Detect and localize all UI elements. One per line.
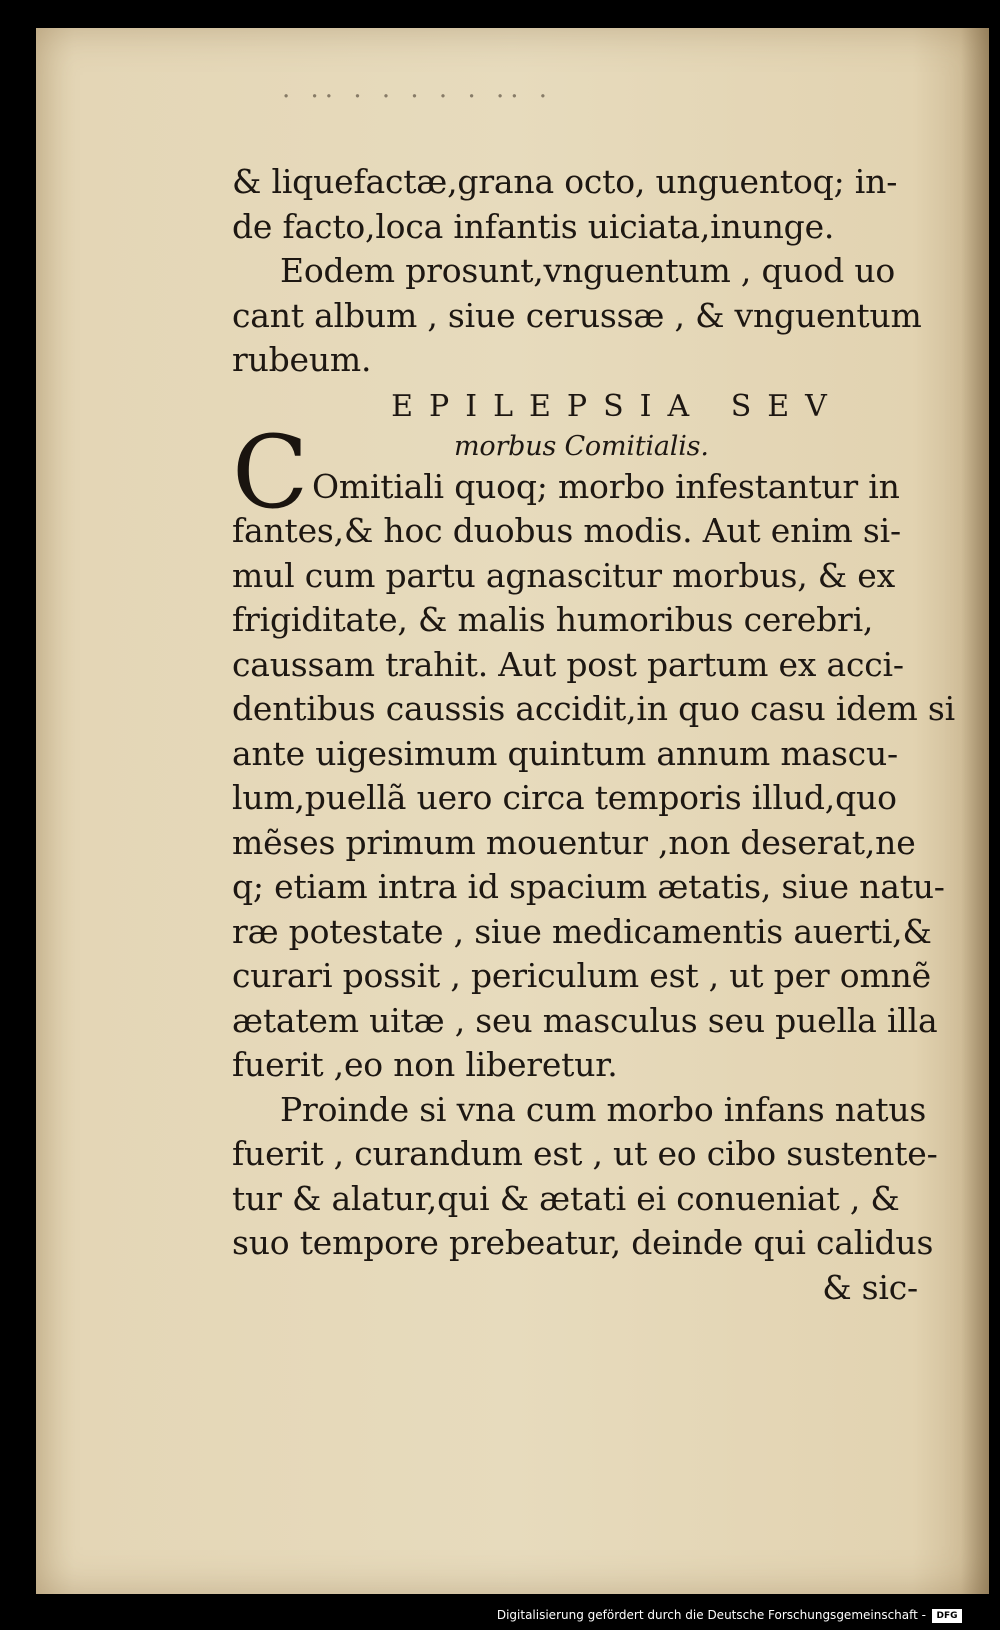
page-gutter-shadow xyxy=(961,28,989,1594)
text-line: mul cum partu agnascitur morbus, & ex xyxy=(232,555,895,595)
text-line: tur & alatur,qui & ætati ei conueniat , & xyxy=(232,1178,900,1218)
text-line: & liquefactæ,grana octo, unguentoq; in- xyxy=(232,162,898,201)
text-block xyxy=(232,160,962,1310)
drop-capital: C xyxy=(232,413,309,531)
text-line: cant album , siue cerussæ , & vnguentum xyxy=(232,295,922,335)
text-line: rubeum. xyxy=(232,340,372,379)
header-marks: · ·· · · · · · ·· · xyxy=(282,82,554,112)
text-line: ræ potestate , siue medicamentis auerti,& xyxy=(232,911,932,951)
dfg-logo-icon: DFG xyxy=(932,1609,962,1623)
text-line: Proinde si vna cum morbo infans natus xyxy=(280,1089,927,1129)
funding-credit: Digitalisierung gefördert durch die Deutsche Forschungsgemeinschaft - xyxy=(496,1608,926,1622)
text-line: caussam trahit. Aut post partum ex acci- xyxy=(232,644,904,684)
text-line: fuerit ,eo non liberetur. xyxy=(232,1045,618,1084)
text-line: ætatem uitæ , seu masculus seu puella illa xyxy=(232,1000,938,1040)
footer-bar xyxy=(0,1596,1000,1630)
text-line: suo tempore prebeatur, deinde qui calidus xyxy=(232,1223,934,1262)
catchword: & sic- xyxy=(822,1267,918,1307)
section-heading: EPILEPSIA SEV xyxy=(391,388,843,424)
text-line: Omitiali quoq; morbo infestantur in xyxy=(312,466,900,506)
text-line: mẽses primum mouentur ,non deserat,ne xyxy=(232,822,916,862)
text-line: frigiditate, & malis humoribus cerebri, xyxy=(232,600,874,639)
text-line: fuerit , curandum est , ut eo cibo sustente- xyxy=(232,1134,938,1173)
text-line: de facto,loca infantis uiciata,inunge. xyxy=(232,206,835,246)
text-line: ante uigesimum quintum annum mascu- xyxy=(232,733,898,773)
text-line: q; etiam intra id spacium ætatis, siue natu- xyxy=(232,867,945,906)
text-line: lum,puellã uero circa temporis illud,quo xyxy=(232,778,897,817)
text-line: dentibus caussis accidit,in quo casu idem si xyxy=(232,689,955,728)
text-line: curari possit , periculum est , ut per omnẽ xyxy=(232,956,931,995)
text-line: Eodem prosunt,vnguentum , quod uo xyxy=(280,251,896,290)
book-page xyxy=(36,28,989,1594)
text-line: fantes,& hoc duobus modis. Aut enim si- xyxy=(232,511,901,550)
section-subheading: morbus Comitialis. xyxy=(454,430,709,462)
